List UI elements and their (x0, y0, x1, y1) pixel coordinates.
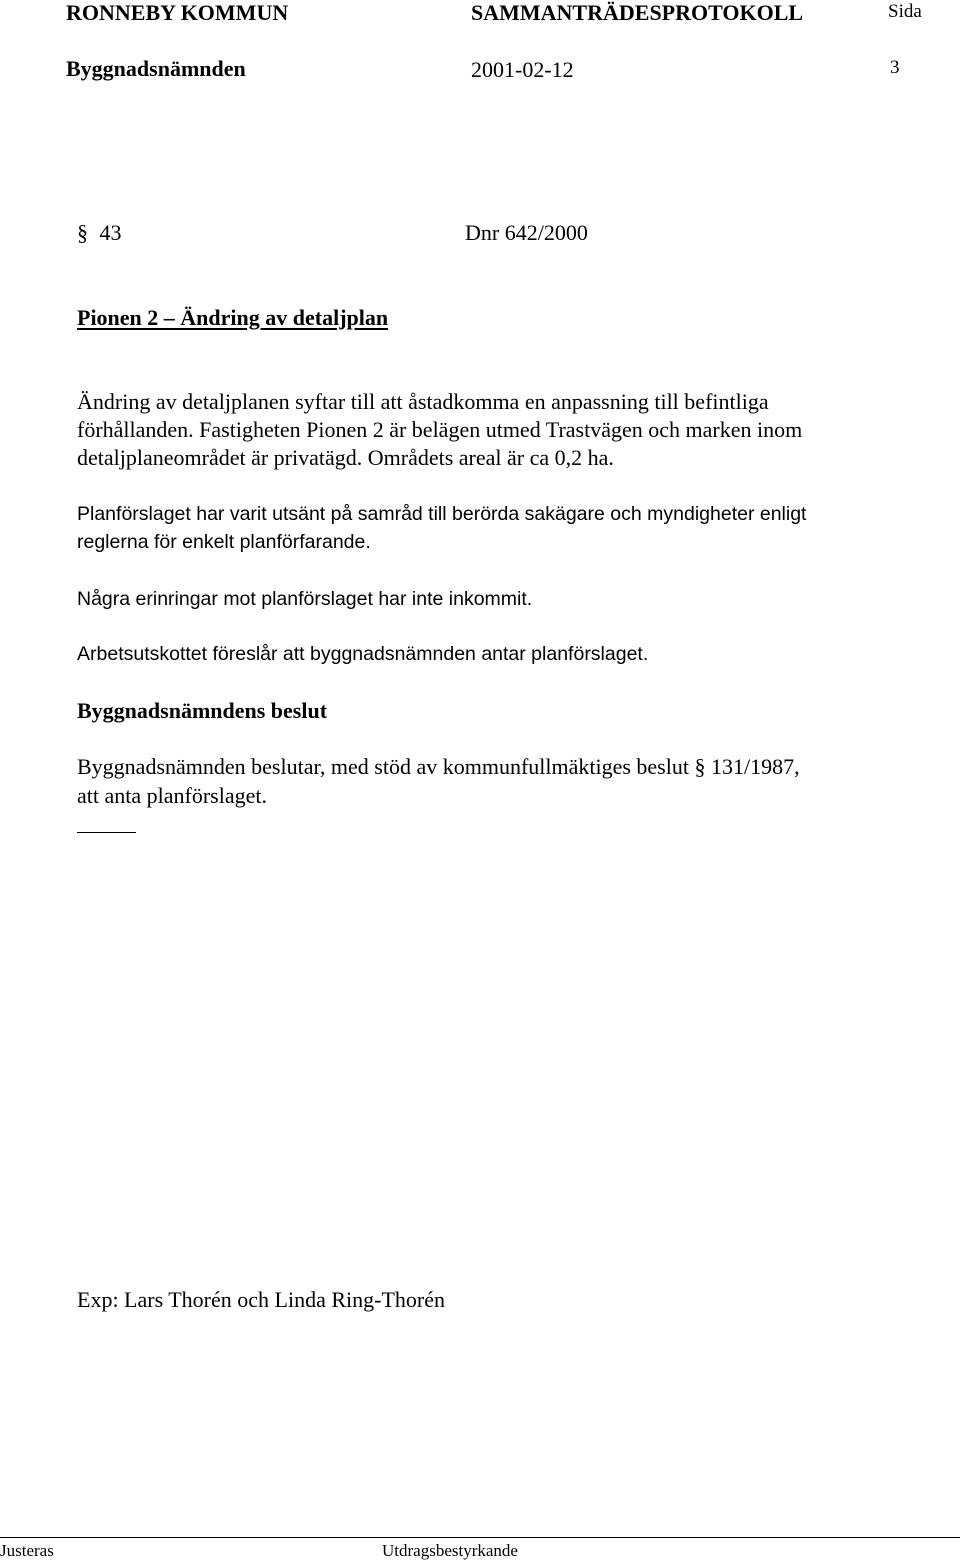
expedition-line: Exp: Lars Thorén och Linda Ring-Thorén (77, 1287, 445, 1312)
body-text: detaljplaneområdet är privatägd. Områdets areal är ca 0,2 ha. (77, 445, 614, 470)
item-title: Pionen 2 – Ändring av detaljplan (77, 305, 389, 330)
footer-justeras: Justeras (0, 1541, 54, 1560)
footer-divider (0, 1537, 960, 1538)
section-sign: § (77, 220, 88, 245)
item-number: 43 (99, 220, 122, 245)
dnr: Dnr 642/2000 (465, 220, 588, 245)
decision-text (77, 752, 800, 781)
paragraph-number (77, 218, 122, 247)
body-text: förhållanden. Fastigheten Pionen 2 är belägen utmed Trastvägen och marken inom (77, 417, 803, 442)
body-text: Några erinringar mot planförslaget har inte inkommit. (77, 588, 533, 610)
section-sign: § (694, 754, 706, 779)
meeting-date: 2001-02-12 (471, 57, 574, 82)
document-type: SAMMANTRÄDESPROTOKOLL (471, 0, 804, 25)
org-name: RONNEBY KOMMUN (66, 0, 289, 25)
body-text: Planförslaget har varit utsänt på samråd till berörda sakägare och myndigheter enligt (77, 503, 807, 525)
body-text: Ändring av detaljplanen syftar till att åstadkomma en anpassning till befintliga (77, 389, 769, 414)
body-text: Arbetsutskottet föreslår att byggnadsnämnden antar planförslaget. (77, 643, 649, 665)
divider (77, 832, 136, 833)
decision-text: att anta planförslaget. (77, 783, 267, 808)
page-label: Sida (888, 1, 922, 22)
footer-utdragsbestyrkande: Utdragsbestyrkande (382, 1541, 518, 1560)
page-number: 3 (890, 57, 900, 78)
decision-heading: Byggnadsnämndens beslut (77, 698, 328, 723)
decision-line-end: 131/1987, (710, 754, 800, 779)
decision-line: Byggnadsnämnden beslutar, med stöd av kommunfullmäktiges beslut (77, 754, 689, 779)
body-text: reglerna för enkelt planförfarande. (77, 531, 371, 553)
committee-name: Byggnadsnämnden (66, 56, 246, 81)
